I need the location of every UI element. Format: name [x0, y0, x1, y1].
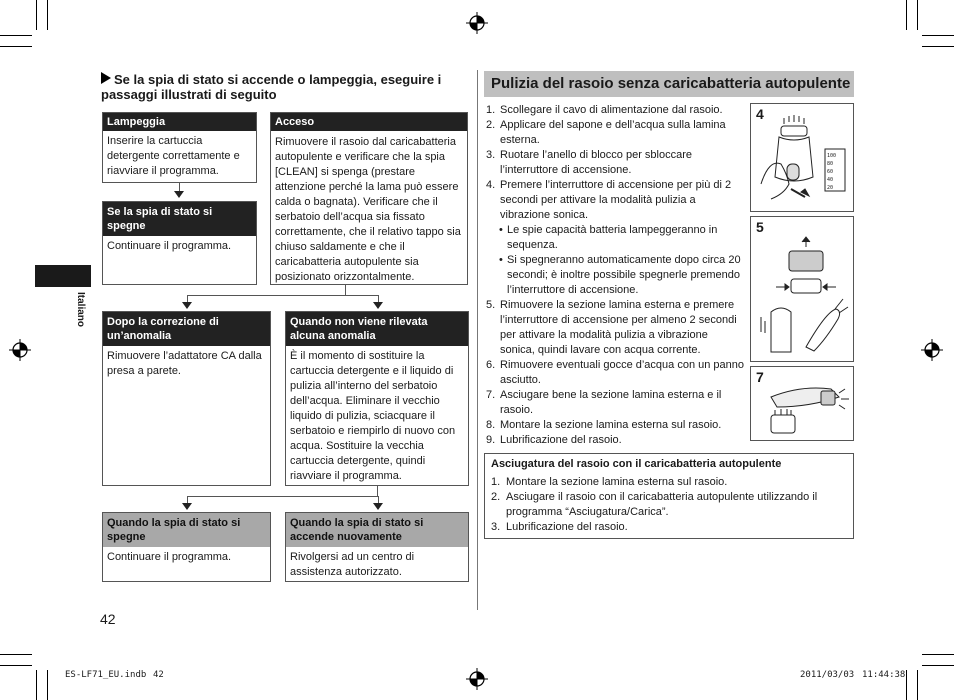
box-title: Acceso — [271, 113, 467, 131]
crop-mark — [0, 654, 32, 655]
crop-mark — [917, 0, 918, 30]
list-item — [486, 298, 744, 358]
figure-number: 4 — [756, 106, 764, 122]
list-item — [486, 148, 744, 178]
crop-mark — [917, 670, 918, 700]
list-item — [485, 520, 853, 535]
step-text: Asciugare bene la sezione lamina esterna e il rasoio. — [500, 389, 722, 416]
box-body: Rimuovere il rasoio dal caricabatteria autopulente e verificare che la spia [CLEAN] si spenga (prestare attenzione perché la lama può essere calda o bagnata). Verificare che il serbatoio dell’acqua sia fissato correttamente, che il relativo tappo sia chiuso saldamente e che il caricabatteria autopulente sia posizionato orizzontalmente. — [275, 136, 461, 283]
connector-line — [187, 295, 379, 296]
drying-steps — [485, 475, 853, 535]
step-text: Ruotare l’anello di blocco per sbloccare l’interruttore di accensione. — [500, 149, 692, 176]
step-text: Asciugare il rasoio con il caricabatteria autopulente utilizzando il programma “Asciugatura/Carica”. — [506, 491, 818, 518]
column-divider — [477, 70, 478, 610]
list-item — [485, 490, 853, 520]
step-number: 2. — [486, 119, 496, 131]
footer-page: 42 — [153, 670, 164, 680]
box-accende-nuovamente — [285, 512, 469, 582]
step-text: Premere l’interruttore di accensione per più di 2 secondi per attivare la modalità pulizia a vibrazione sonica. — [500, 179, 732, 221]
crop-mark — [0, 665, 32, 666]
footer-time: 11:44:38 — [862, 670, 906, 680]
figure-number: 5 — [756, 219, 764, 235]
crop-mark — [36, 670, 37, 700]
box-body: Continuare il programma. — [107, 240, 232, 252]
box-spegne-1 — [102, 201, 257, 285]
box-title: Lampeggia — [103, 113, 256, 131]
crop-mark — [47, 0, 48, 30]
connector-line — [377, 486, 378, 496]
list-item — [486, 103, 744, 118]
step-text: Applicare del sapone e dell’acqua sulla lamina esterna. — [500, 119, 726, 146]
box-body: Rimuovere l’adattatore CA dalla presa a parete. — [107, 350, 262, 377]
figure-number: 7 — [756, 369, 764, 385]
list-item — [486, 388, 744, 418]
box-body: È il momento di sostituire la cartuccia detergente e il liquido di pulizia all’interno del serbatoio dell’acqua. Eliminare il vecchio liquido di pulizia, sciacquare il serbatoio e riempirlo di nuovo con acqua. Sostituire la vecchia cartuccia detergente, quindi riavviare il programma. — [290, 350, 456, 482]
section-heading-text: Se la spia di stato si accende o lampeggia, eseguire i passaggi illustrati di seguito — [101, 72, 442, 102]
box-title: Se la spia di stato si spegne — [103, 202, 256, 236]
figure-4 — [750, 103, 854, 212]
box-dopo-correzione — [102, 311, 271, 486]
shaver-dry-illustration-icon — [751, 367, 853, 440]
page-number: 42 — [100, 611, 116, 627]
step-text: Montare la sezione lamina esterna sul rasoio. — [506, 476, 728, 488]
crop-mark — [906, 670, 907, 700]
crop-mark — [922, 654, 954, 655]
bullet-item: • Si spegneranno automaticamente dopo circa 20 secondi; è inoltre possibile spegnerle premendo l’interruttore di accensione. — [486, 253, 744, 298]
connector-line — [179, 183, 180, 191]
step-number: 3. — [491, 521, 501, 533]
figure-5 — [750, 216, 854, 362]
list-item — [486, 418, 744, 433]
box-title: Quando la spia di stato si spegne — [103, 513, 270, 547]
figure-7 — [750, 366, 854, 441]
step-text: Montare la sezione lamina esterna sul rasoio. — [500, 419, 722, 431]
battery-level-label: 20 — [827, 185, 834, 191]
section-heading — [101, 72, 471, 102]
footer-date: 2011/03/03 — [800, 670, 855, 680]
shaver-power-illustration-icon — [751, 104, 853, 211]
arrow-down-icon — [182, 302, 192, 309]
crop-mark — [36, 0, 37, 30]
battery-level-label: 100 — [827, 153, 837, 159]
drying-box — [484, 453, 854, 539]
step-number: 3. — [486, 149, 496, 161]
cleaning-steps — [486, 103, 744, 448]
arrow-down-icon — [373, 503, 383, 510]
box-title: Quando non viene rilevata alcuna anomalia — [286, 312, 468, 346]
crop-mark — [0, 35, 32, 36]
registration-mark-icon — [466, 668, 488, 690]
registration-mark-icon — [921, 339, 943, 361]
footer-filename: ES-LF71_EU.indb — [65, 670, 147, 680]
box-body: Rivolgersi ad un centro di assistenza autorizzato. — [290, 551, 415, 578]
step-number: 8. — [486, 419, 496, 431]
box-spegne-2 — [102, 512, 271, 582]
battery-level-label: 80 — [827, 161, 834, 167]
connector-line — [345, 285, 346, 295]
step-text: Lubrificazione del rasoio. — [500, 434, 622, 446]
section-title: Pulizia del rasoio senza caricabatteria autopulente — [484, 71, 854, 97]
step-number: 5. — [486, 299, 496, 311]
step-number: 1. — [486, 104, 496, 116]
list-item — [486, 433, 744, 448]
crop-mark — [906, 0, 907, 30]
step-number: 2. — [491, 491, 501, 503]
step-text: Scollegare il cavo di alimentazione dal rasoio. — [500, 104, 723, 116]
step-number: 6. — [486, 359, 496, 371]
registration-mark-icon — [9, 339, 31, 361]
language-label: Italiano — [75, 292, 86, 328]
step-text: Rimuovere la sezione lamina esterna e premere l’interruttore di accensione per almeno 2 secondi per attivare la modalità pulizia a vibrazione sonica, quindi lavare con acqua corrente. — [500, 299, 737, 356]
box-lampeggia — [102, 112, 257, 183]
step-text: Lubrificazione del rasoio. — [506, 521, 628, 533]
step-number: 7. — [486, 389, 496, 401]
battery-level-label: 40 — [827, 177, 834, 183]
crop-mark — [922, 665, 954, 666]
crop-mark — [922, 46, 954, 47]
step-number: 9. — [486, 434, 496, 446]
crop-mark — [922, 35, 954, 36]
language-tab — [35, 265, 91, 287]
box-body: Inserire la cartuccia detergente correttamente e riavviare il programma. — [107, 135, 240, 177]
list-item — [486, 358, 744, 388]
step-number: 4. — [486, 179, 496, 191]
arrow-down-icon — [373, 302, 383, 309]
arrow-down-icon — [182, 503, 192, 510]
arrow-right-icon — [101, 72, 111, 84]
box-title: Dopo la correzione di un’anomalia — [103, 312, 270, 346]
list-item — [485, 475, 853, 490]
crop-mark — [47, 670, 48, 700]
crop-mark — [0, 46, 32, 47]
connector-line — [187, 496, 379, 497]
shaver-rinse-illustration-icon — [751, 217, 853, 361]
box-title: Asciugatura del rasoio con il caricabatteria autopulente — [491, 458, 782, 470]
box-acceso — [270, 112, 468, 285]
box-body: Continuare il programma. — [107, 551, 232, 563]
step-number: 1. — [491, 476, 501, 488]
box-title: Quando la spia di stato si accende nuovamente — [286, 513, 468, 547]
box-nessuna-anomalia — [285, 311, 469, 486]
step-text: Rimuovere eventuali gocce d’acqua con un panno asciutto. — [500, 359, 744, 386]
battery-level-label: 60 — [827, 169, 834, 175]
bullet-item: • Le spie capacità batteria lampeggeranno in sequenza. — [486, 223, 744, 253]
list-item — [486, 118, 744, 148]
list-item — [486, 178, 744, 298]
arrow-down-icon — [174, 191, 184, 198]
registration-mark-icon — [466, 12, 488, 34]
